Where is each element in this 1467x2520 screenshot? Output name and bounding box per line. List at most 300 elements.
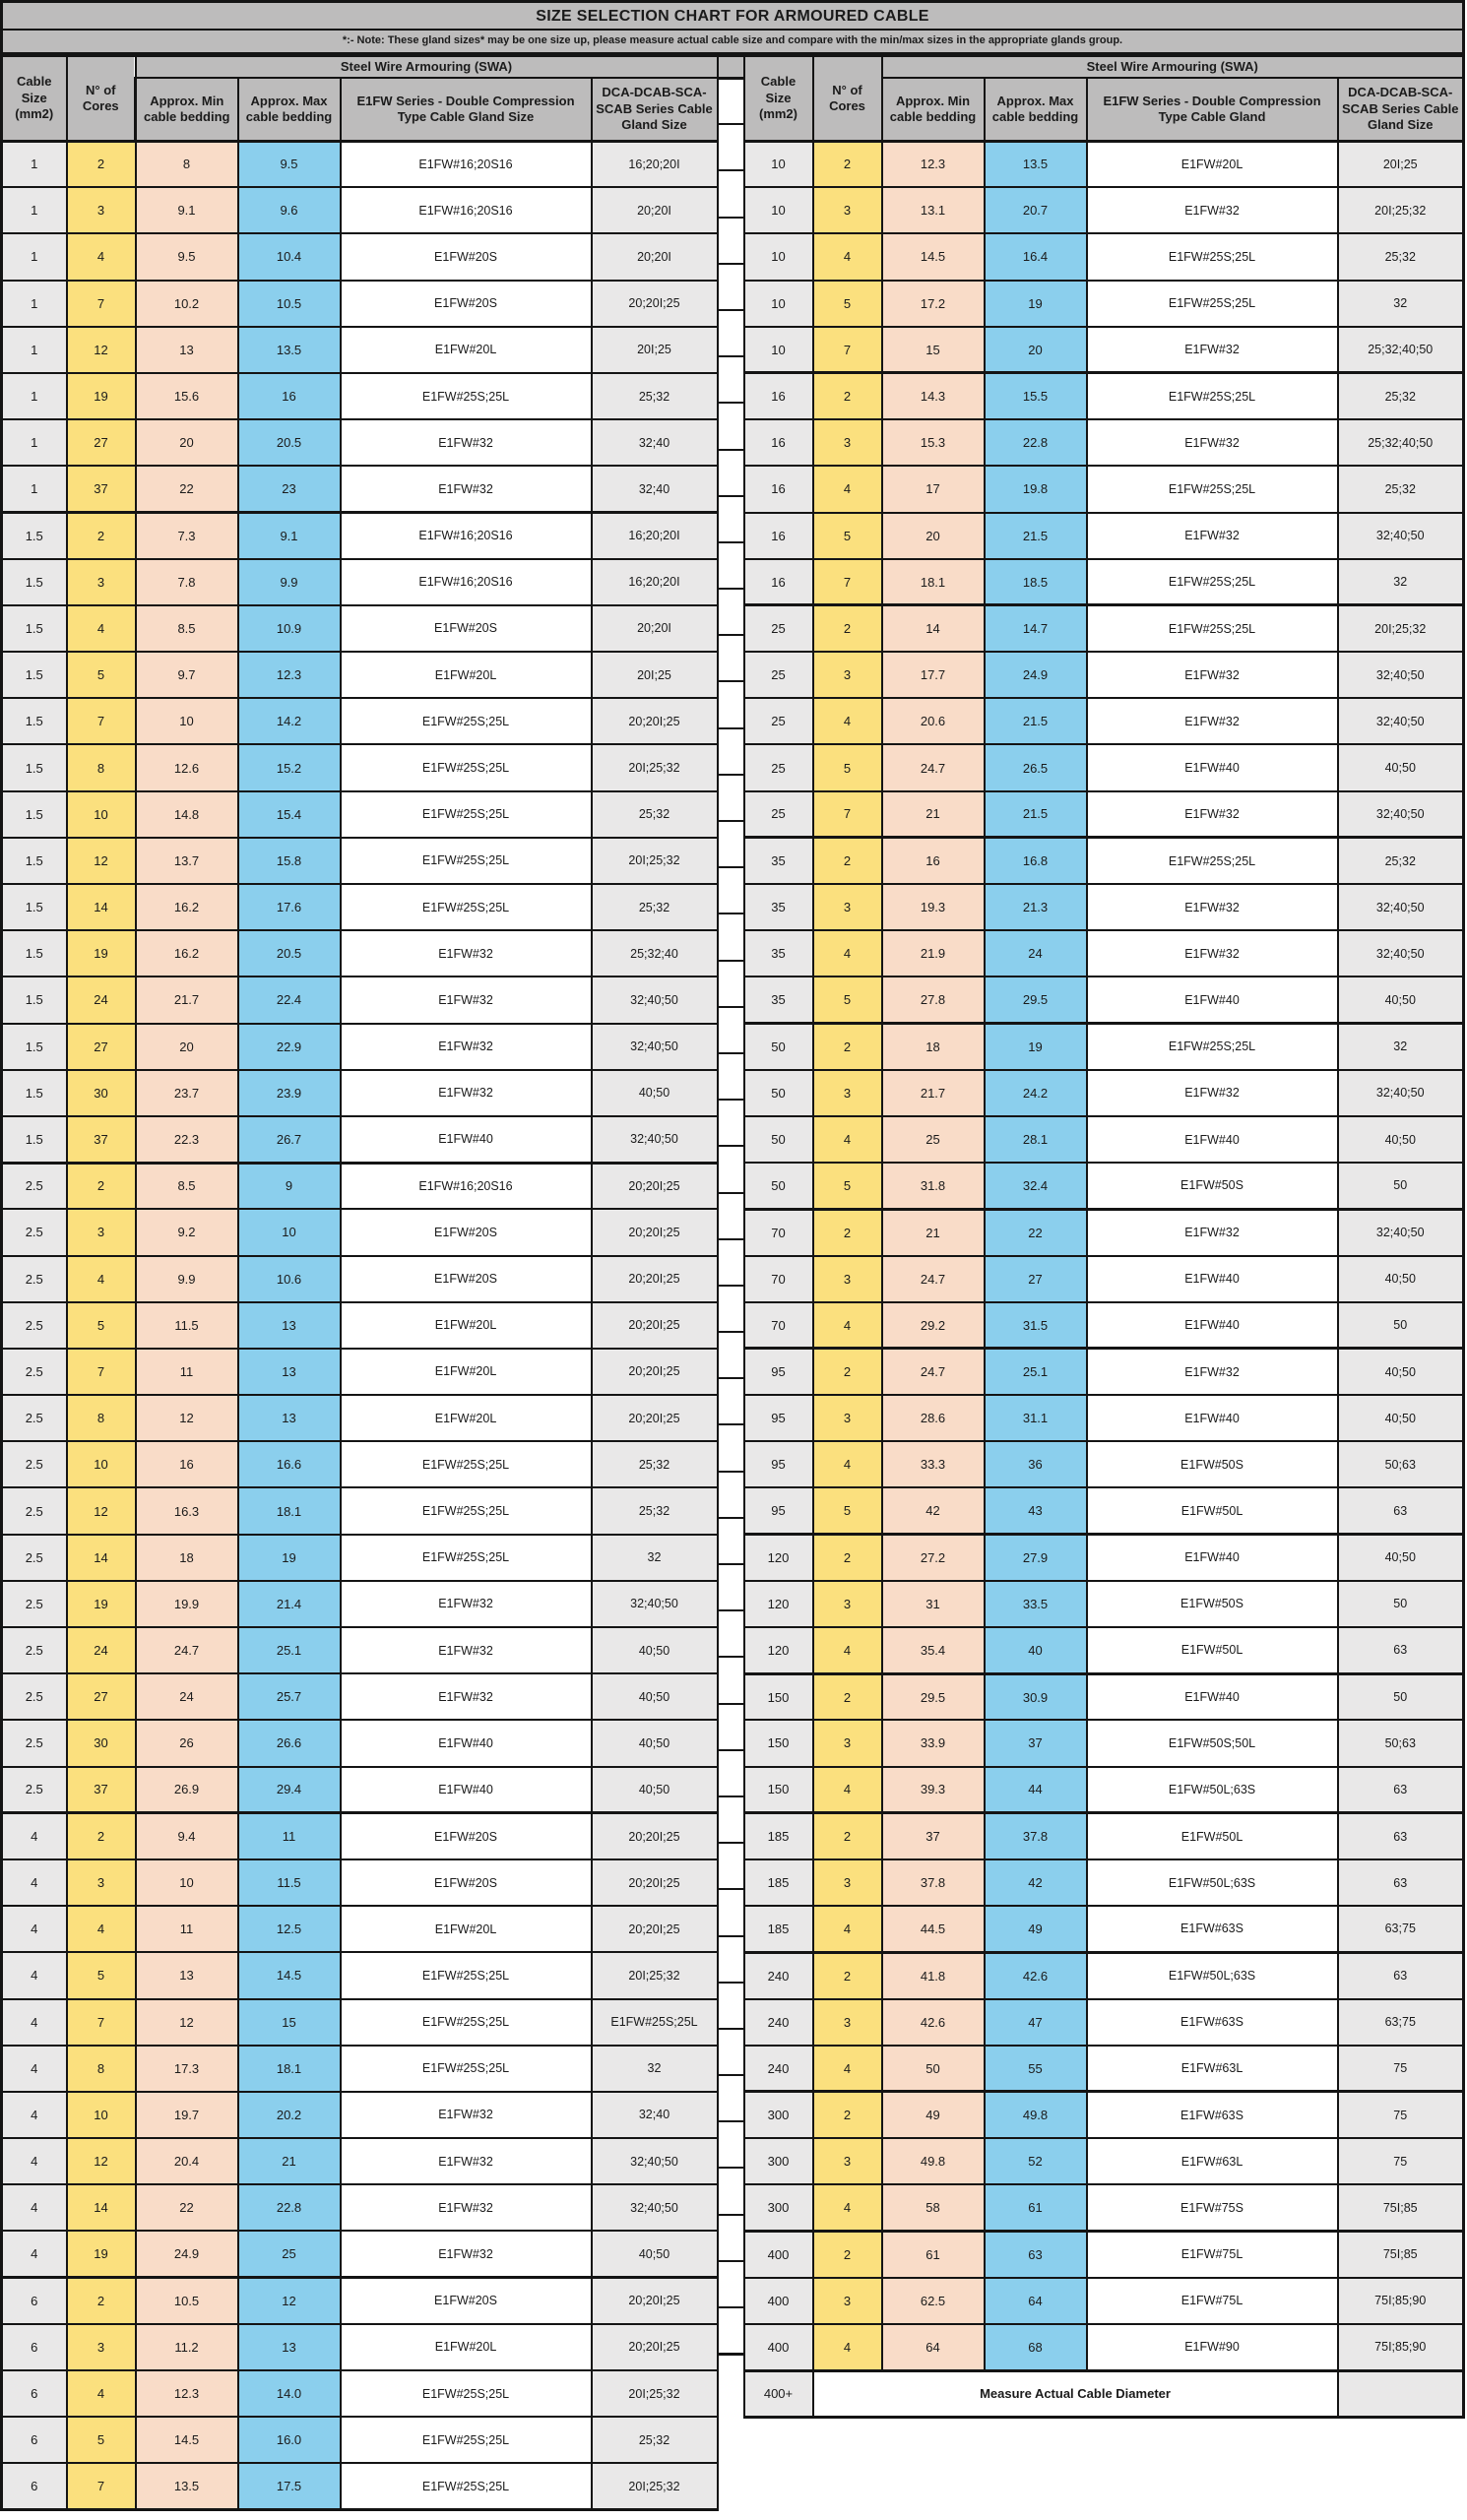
cable-size-cell: 6 (2, 2370, 67, 2417)
cable-size-cell: 50 (744, 1024, 813, 1070)
table-row (2, 1395, 718, 1441)
dca-gland-cell: 25;32 (592, 884, 718, 930)
cores-cell: 2 (813, 1349, 882, 1395)
e1fw-gland-cell: E1FW#32 (341, 419, 592, 466)
cable-size-cell: 185 (744, 1813, 813, 1859)
dca-gland-cell: 32;40;50 (1338, 930, 1464, 976)
max-bedding-cell: 31.1 (985, 1395, 1087, 1441)
cable-size-cell: 4 (2, 1906, 67, 1952)
max-bedding-cell: 25.7 (238, 1673, 341, 1720)
cores-cell: 3 (813, 2278, 882, 2324)
cores-cell: 7 (67, 1349, 136, 1395)
table-row (744, 838, 1464, 884)
cores-cell: 4 (813, 2046, 882, 2092)
min-bedding-cell: 16.3 (136, 1487, 238, 1534)
e1fw-gland-cell: E1FW#32 (341, 1673, 592, 1720)
dca-gland-cell: 50 (1338, 1673, 1464, 1720)
e1fw-gland-cell: E1FW#25S;25L (341, 791, 592, 838)
cores-cell: 4 (813, 2324, 882, 2370)
cable-size-cell: 10 (744, 233, 813, 280)
e1fw-gland-cell: E1FW#40 (341, 1767, 592, 1813)
cores-cell: 2 (813, 1813, 882, 1859)
dca-gland-cell: 40;50 (1338, 1535, 1464, 1581)
dca-gland-cell: 63 (1338, 1627, 1464, 1673)
cores-cell: 3 (813, 1720, 882, 1766)
min-bedding-cell: 28.6 (882, 1395, 985, 1441)
header-e1fw-series: E1FW Series - Double Compression Type Cable Gland (1087, 78, 1338, 141)
table-row (2, 56, 718, 78)
e1fw-gland-cell: E1FW#20L (1087, 141, 1338, 187)
min-bedding-cell: 14.5 (136, 2417, 238, 2463)
e1fw-gland-cell: E1FW#63L (1087, 2046, 1338, 2092)
cores-cell: 7 (67, 1999, 136, 2046)
cable-size-cell: 1.5 (2, 838, 67, 884)
e1fw-gland-cell: E1FW#40 (1087, 1673, 1338, 1720)
min-bedding-cell: 15 (882, 327, 985, 373)
table-row (2, 419, 718, 466)
table-row (2, 976, 718, 1023)
min-bedding-cell: 18.1 (882, 559, 985, 605)
cores-cell: 8 (67, 1395, 136, 1441)
dca-gland-cell (1338, 2370, 1464, 2417)
min-bedding-cell: 25 (882, 1116, 985, 1163)
cable-size-cell: 4 (2, 1813, 67, 1859)
cores-cell: 4 (813, 233, 882, 280)
e1fw-gland-cell: E1FW#50S (1087, 1581, 1338, 1627)
cores-cell: 2 (67, 2278, 136, 2324)
min-bedding-cell: 12 (136, 1395, 238, 1441)
e1fw-gland-cell: E1FW#40 (1087, 976, 1338, 1023)
max-bedding-cell: 49.8 (985, 2092, 1087, 2138)
cable-size-cell: 400+ (744, 2370, 813, 2417)
e1fw-gland-cell: E1FW#40 (1087, 1116, 1338, 1163)
cores-cell: 37 (67, 1116, 136, 1163)
table-row (2, 2231, 718, 2277)
max-bedding-cell: 26.6 (238, 1720, 341, 1766)
max-bedding-cell: 15.4 (238, 791, 341, 838)
cores-cell: 10 (67, 2092, 136, 2138)
min-bedding-cell: 19.3 (882, 884, 985, 930)
cable-size-cell: 70 (744, 1302, 813, 1349)
cores-cell: 7 (813, 791, 882, 838)
max-bedding-cell: 21.5 (985, 513, 1087, 559)
cable-size-cell: 2.5 (2, 1535, 67, 1581)
min-bedding-cell: 14 (882, 605, 985, 652)
dca-gland-cell: 20;20I;25 (592, 1813, 718, 1859)
cores-cell: 8 (67, 2046, 136, 2092)
divider-cell (719, 2307, 743, 2354)
table-row (2, 791, 718, 838)
divider-cell (719, 961, 743, 1007)
divider-cell (719, 2121, 743, 2168)
divider-cell (719, 218, 743, 264)
dca-gland-cell: 63 (1338, 1767, 1464, 1813)
divider-cell (719, 1843, 743, 1889)
max-bedding-cell: 13 (238, 1395, 341, 1441)
table-row (2, 559, 718, 605)
cable-size-cell: 1 (2, 373, 67, 419)
cable-size-cell: 240 (744, 1952, 813, 1998)
cores-cell: 37 (67, 466, 136, 512)
cable-size-cell: 50 (744, 1070, 813, 1116)
min-bedding-cell: 18 (882, 1024, 985, 1070)
e1fw-gland-cell: E1FW#25S;25L (341, 1487, 592, 1534)
cores-cell: 4 (67, 605, 136, 652)
table-row (719, 124, 743, 170)
cores-cell: 4 (813, 1302, 882, 1349)
dca-gland-cell: 75I;85;90 (1338, 2278, 1464, 2324)
cores-cell: 14 (67, 2184, 136, 2231)
max-bedding-cell: 49 (985, 1906, 1087, 1952)
table-row (744, 698, 1464, 744)
max-bedding-cell: 42 (985, 1859, 1087, 1906)
min-bedding-cell: 20 (136, 1024, 238, 1070)
min-bedding-cell: 17.2 (882, 281, 985, 327)
table-row (744, 1581, 1464, 1627)
dca-gland-cell: 63;75 (1338, 1906, 1464, 1952)
divider-cell (719, 356, 743, 403)
min-bedding-cell: 17.3 (136, 2046, 238, 2092)
max-bedding-cell: 14.0 (238, 2370, 341, 2417)
max-bedding-cell: 10.9 (238, 605, 341, 652)
cable-size-cell: 2.5 (2, 1395, 67, 1441)
cores-cell: 4 (67, 1256, 136, 1302)
cable-size-cell: 1.5 (2, 930, 67, 976)
divider-cell (719, 1424, 743, 1471)
dca-gland-cell: 40;50 (592, 2231, 718, 2277)
min-bedding-cell: 11.2 (136, 2324, 238, 2370)
table-row (744, 1906, 1464, 1952)
dca-gland-cell: 25;32 (592, 791, 718, 838)
dca-gland-cell: 20;20I;25 (592, 281, 718, 327)
e1fw-gland-cell: E1FW#32 (341, 976, 592, 1023)
e1fw-gland-cell: E1FW#16;20S16 (341, 559, 592, 605)
max-bedding-cell: 22.8 (985, 419, 1087, 466)
min-bedding-cell: 39.3 (882, 1767, 985, 1813)
min-bedding-cell: 49.8 (882, 2138, 985, 2184)
table-row (744, 187, 1464, 233)
cable-size-cell: 2.5 (2, 1627, 67, 1673)
divider-cell (719, 821, 743, 867)
header-approx-min: Approx. Min cable bedding (882, 78, 985, 141)
e1fw-gland-cell: E1FW#25S;25L (1087, 559, 1338, 605)
max-bedding-cell: 10.6 (238, 1256, 341, 1302)
cores-cell: 2 (67, 1813, 136, 1859)
max-bedding-cell: 17.6 (238, 884, 341, 930)
e1fw-gland-cell: E1FW#25S;25L (341, 1952, 592, 1998)
divider-cell (719, 1936, 743, 1983)
min-bedding-cell: 13 (136, 327, 238, 373)
max-bedding-cell: 13 (238, 1302, 341, 1349)
max-bedding-cell: 21.3 (985, 884, 1087, 930)
min-bedding-cell: 26 (136, 1720, 238, 1766)
dca-gland-cell: 40;50 (1338, 1349, 1464, 1395)
table-row (719, 1843, 743, 1889)
e1fw-gland-cell: E1FW#25S;25L (1087, 466, 1338, 512)
min-bedding-cell: 24.7 (882, 1349, 985, 1395)
min-bedding-cell: 20.4 (136, 2138, 238, 2184)
e1fw-gland-cell: E1FW#40 (1087, 1256, 1338, 1302)
table-row (719, 821, 743, 867)
cable-size-cell: 185 (744, 1859, 813, 1906)
dca-gland-cell: 32;40;50 (592, 1116, 718, 1163)
max-bedding-cell: 21.5 (985, 791, 1087, 838)
max-bedding-cell: 22 (985, 1209, 1087, 1255)
dca-gland-cell: 20I;25;32 (1338, 187, 1464, 233)
divider-cell (719, 1983, 743, 2029)
e1fw-gland-cell: E1FW#25S;25L (341, 373, 592, 419)
max-bedding-cell: 20 (985, 327, 1087, 373)
cores-cell: 27 (67, 419, 136, 466)
chart-title: SIZE SELECTION CHART FOR ARMOURED CABLE (0, 0, 1465, 31)
min-bedding-cell: 31 (882, 1581, 985, 1627)
cores-cell: 2 (813, 2092, 882, 2138)
divider-cell (719, 1053, 743, 1100)
cable-size-cell: 1.5 (2, 698, 67, 744)
table-row (2, 1209, 718, 1255)
dca-gland-cell: 25;32 (1338, 373, 1464, 419)
dca-gland-cell: 16;20;20I (592, 141, 718, 187)
dca-gland-cell: 63;75 (1338, 1999, 1464, 2046)
max-bedding-cell: 33.5 (985, 1581, 1087, 1627)
divider-cell (719, 1657, 743, 1703)
e1fw-gland-cell: E1FW#25S;25L (1087, 373, 1338, 419)
cable-size-cell: 95 (744, 1349, 813, 1395)
e1fw-gland-cell: E1FW#63S (1087, 2092, 1338, 2138)
dca-gland-cell: 20I;25;32 (592, 2370, 718, 2417)
cores-cell: 2 (67, 141, 136, 187)
table-row (744, 1070, 1464, 1116)
dca-gland-cell: 20I;25 (592, 652, 718, 698)
table-row (719, 1100, 743, 1146)
max-bedding-cell: 11 (238, 1813, 341, 1859)
max-bedding-cell: 12.5 (238, 1906, 341, 1952)
table-row (2, 1535, 718, 1581)
max-bedding-cell: 19 (238, 1535, 341, 1581)
divider-cell (719, 914, 743, 960)
cable-size-cell: 1 (2, 327, 67, 373)
cores-cell: 10 (67, 1441, 136, 1487)
cores-cell: 3 (813, 1581, 882, 1627)
e1fw-gland-cell: E1FW#32 (1087, 419, 1338, 466)
cores-cell: 2 (813, 605, 882, 652)
dca-gland-cell: 40;50 (1338, 1395, 1464, 1441)
cores-cell: 4 (67, 233, 136, 280)
dca-gland-cell: 63 (1338, 1487, 1464, 1534)
max-bedding-cell: 25.1 (985, 1349, 1087, 1395)
max-bedding-cell: 13 (238, 2324, 341, 2370)
cable-size-cell: 1.5 (2, 1070, 67, 1116)
cores-cell: 12 (67, 1487, 136, 1534)
table-row (719, 2168, 743, 2214)
cable-size-cell: 50 (744, 1163, 813, 1209)
table-row (2, 1070, 718, 1116)
max-bedding-cell: 16.0 (238, 2417, 341, 2463)
dca-gland-cell: 32;40;50 (1338, 1070, 1464, 1116)
e1fw-gland-cell: E1FW#20S (341, 233, 592, 280)
dca-gland-cell: 50 (1338, 1163, 1464, 1209)
max-bedding-cell: 24.9 (985, 652, 1087, 698)
cores-cell: 2 (813, 1952, 882, 1998)
divider-cell (719, 1239, 743, 1286)
dca-gland-cell: 50 (1338, 1581, 1464, 1627)
table-row (719, 1053, 743, 1100)
min-bedding-cell: 13 (136, 1952, 238, 1998)
table-row (2, 2278, 718, 2324)
table-row (744, 1256, 1464, 1302)
dca-gland-cell: 32;40 (592, 419, 718, 466)
min-bedding-cell: 24 (136, 1673, 238, 1720)
table-row (744, 1720, 1464, 1766)
min-bedding-cell: 64 (882, 2324, 985, 2370)
table-row (744, 1813, 1464, 1859)
table-row (744, 1487, 1464, 1534)
min-bedding-cell: 12.3 (882, 141, 985, 187)
header-swa-group: Steel Wire Armouring (SWA) (136, 56, 718, 78)
min-bedding-cell: 12.6 (136, 744, 238, 790)
divider-cell (719, 2168, 743, 2214)
e1fw-gland-cell: E1FW#25S;25L (1087, 838, 1338, 884)
cores-cell: 4 (813, 1627, 882, 1673)
max-bedding-cell: 24.2 (985, 1070, 1087, 1116)
cores-cell: 3 (813, 1256, 882, 1302)
cores-cell: 5 (813, 513, 882, 559)
dca-gland-cell: 25;32 (592, 1487, 718, 1534)
e1fw-gland-cell: E1FW#20S (341, 1813, 592, 1859)
min-bedding-cell: 22 (136, 2184, 238, 2231)
dca-gland-cell: 75 (1338, 2138, 1464, 2184)
table-row (744, 1302, 1464, 1349)
table-row (2, 1767, 718, 1813)
cable-size-cell: 6 (2, 2324, 67, 2370)
cores-cell: 19 (67, 373, 136, 419)
table-row (2, 1163, 718, 1209)
e1fw-gland-cell: E1FW#20L (341, 652, 592, 698)
cores-cell: 3 (813, 1395, 882, 1441)
e1fw-gland-cell: E1FW#63L (1087, 2138, 1338, 2184)
max-bedding-cell: 9 (238, 1163, 341, 1209)
cores-cell: 2 (813, 1673, 882, 1720)
table-row (2, 1349, 718, 1395)
cores-cell: 19 (67, 930, 136, 976)
table-row (719, 542, 743, 589)
table-row (744, 1024, 1464, 1070)
cores-cell: 2 (67, 1163, 136, 1209)
e1fw-gland-cell: E1FW#25S;25L (341, 2046, 592, 2092)
table-row (719, 914, 743, 960)
max-bedding-cell: 23 (238, 466, 341, 512)
max-bedding-cell: 20.2 (238, 2092, 341, 2138)
table-row (744, 327, 1464, 373)
cores-cell: 3 (813, 2138, 882, 2184)
max-bedding-cell: 21.4 (238, 1581, 341, 1627)
min-bedding-cell: 50 (882, 2046, 985, 2092)
table-row (719, 1193, 743, 1239)
e1fw-gland-cell: E1FW#32 (341, 1024, 592, 1070)
table-row (719, 2121, 743, 2168)
e1fw-gland-cell: E1FW#20S (341, 1859, 592, 1906)
cable-size-cell: 1.5 (2, 884, 67, 930)
cable-size-cell: 6 (2, 2417, 67, 2463)
divider-cell (719, 728, 743, 775)
cores-cell: 19 (67, 2231, 136, 2277)
table-row (744, 1209, 1464, 1255)
e1fw-gland-cell: E1FW#25S;25L (1087, 281, 1338, 327)
table-row (744, 884, 1464, 930)
min-bedding-cell: 24.7 (136, 1627, 238, 1673)
max-bedding-cell: 64 (985, 2278, 1087, 2324)
table-row (719, 961, 743, 1007)
dca-gland-cell: 32;40;50 (592, 1581, 718, 1627)
cores-cell: 30 (67, 1720, 136, 1766)
header-e1fw-series: E1FW Series - Double Compression Type Cable Gland Size (341, 78, 592, 141)
header-cores: N° of Cores (813, 56, 882, 141)
table-row (2, 1487, 718, 1534)
e1fw-gland-cell: E1FW#32 (1087, 513, 1338, 559)
cores-cell: 5 (813, 976, 882, 1023)
cable-size-cell: 120 (744, 1581, 813, 1627)
dca-gland-cell: 32;40 (592, 466, 718, 512)
divider-cell (719, 1750, 743, 1796)
divider-cell (719, 2215, 743, 2261)
e1fw-gland-cell: E1FW#20S (341, 1209, 592, 1255)
dca-gland-cell: 63 (1338, 1859, 1464, 1906)
cores-cell: 2 (813, 141, 882, 187)
divider-cell (719, 1378, 743, 1424)
table-row (744, 1999, 1464, 2046)
cable-size-cell: 2.5 (2, 1441, 67, 1487)
max-bedding-cell: 44 (985, 1767, 1087, 1813)
e1fw-gland-cell: E1FW#20S (341, 2278, 592, 2324)
max-bedding-cell: 18.1 (238, 2046, 341, 2092)
table-row (2, 2370, 718, 2417)
max-bedding-cell: 20.5 (238, 930, 341, 976)
e1fw-gland-cell: E1FW#32 (1087, 652, 1338, 698)
max-bedding-cell: 68 (985, 2324, 1087, 2370)
min-bedding-cell: 33.9 (882, 1720, 985, 1766)
table-row (744, 2046, 1464, 2092)
dca-gland-cell: 32;40;50 (1338, 791, 1464, 838)
max-bedding-cell: 10.4 (238, 233, 341, 280)
cable-size-cell: 2.5 (2, 1349, 67, 1395)
dca-gland-cell: 75I;85 (1338, 2231, 1464, 2277)
cores-cell: 4 (813, 1906, 882, 1952)
table-row (2, 698, 718, 744)
dca-gland-cell: 20;20I;25 (592, 698, 718, 744)
min-bedding-cell: 24.7 (882, 744, 985, 790)
dca-gland-cell: 32 (1338, 281, 1464, 327)
dca-gland-cell: 40;50 (1338, 1256, 1464, 1302)
min-bedding-cell: 24.7 (882, 1256, 985, 1302)
min-bedding-cell: 11 (136, 1349, 238, 1395)
cable-size-cell: 400 (744, 2231, 813, 2277)
e1fw-gland-cell: E1FW#32 (341, 1627, 592, 1673)
min-bedding-cell: 21.9 (882, 930, 985, 976)
max-bedding-cell: 9.6 (238, 187, 341, 233)
min-bedding-cell: 14.3 (882, 373, 985, 419)
cable-size-cell: 16 (744, 466, 813, 512)
dca-gland-cell: 40;50 (592, 1767, 718, 1813)
cable-size-cell: 2.5 (2, 1487, 67, 1534)
min-bedding-cell: 12 (136, 1999, 238, 2046)
cores-cell: 7 (813, 327, 882, 373)
table-row (719, 635, 743, 681)
dca-gland-cell: 20I;25;32 (592, 744, 718, 790)
cable-size-cell: 1.5 (2, 652, 67, 698)
cores-cell: 2 (67, 513, 136, 559)
cores-cell: 5 (67, 2417, 136, 2463)
cores-cell: 4 (67, 1906, 136, 1952)
